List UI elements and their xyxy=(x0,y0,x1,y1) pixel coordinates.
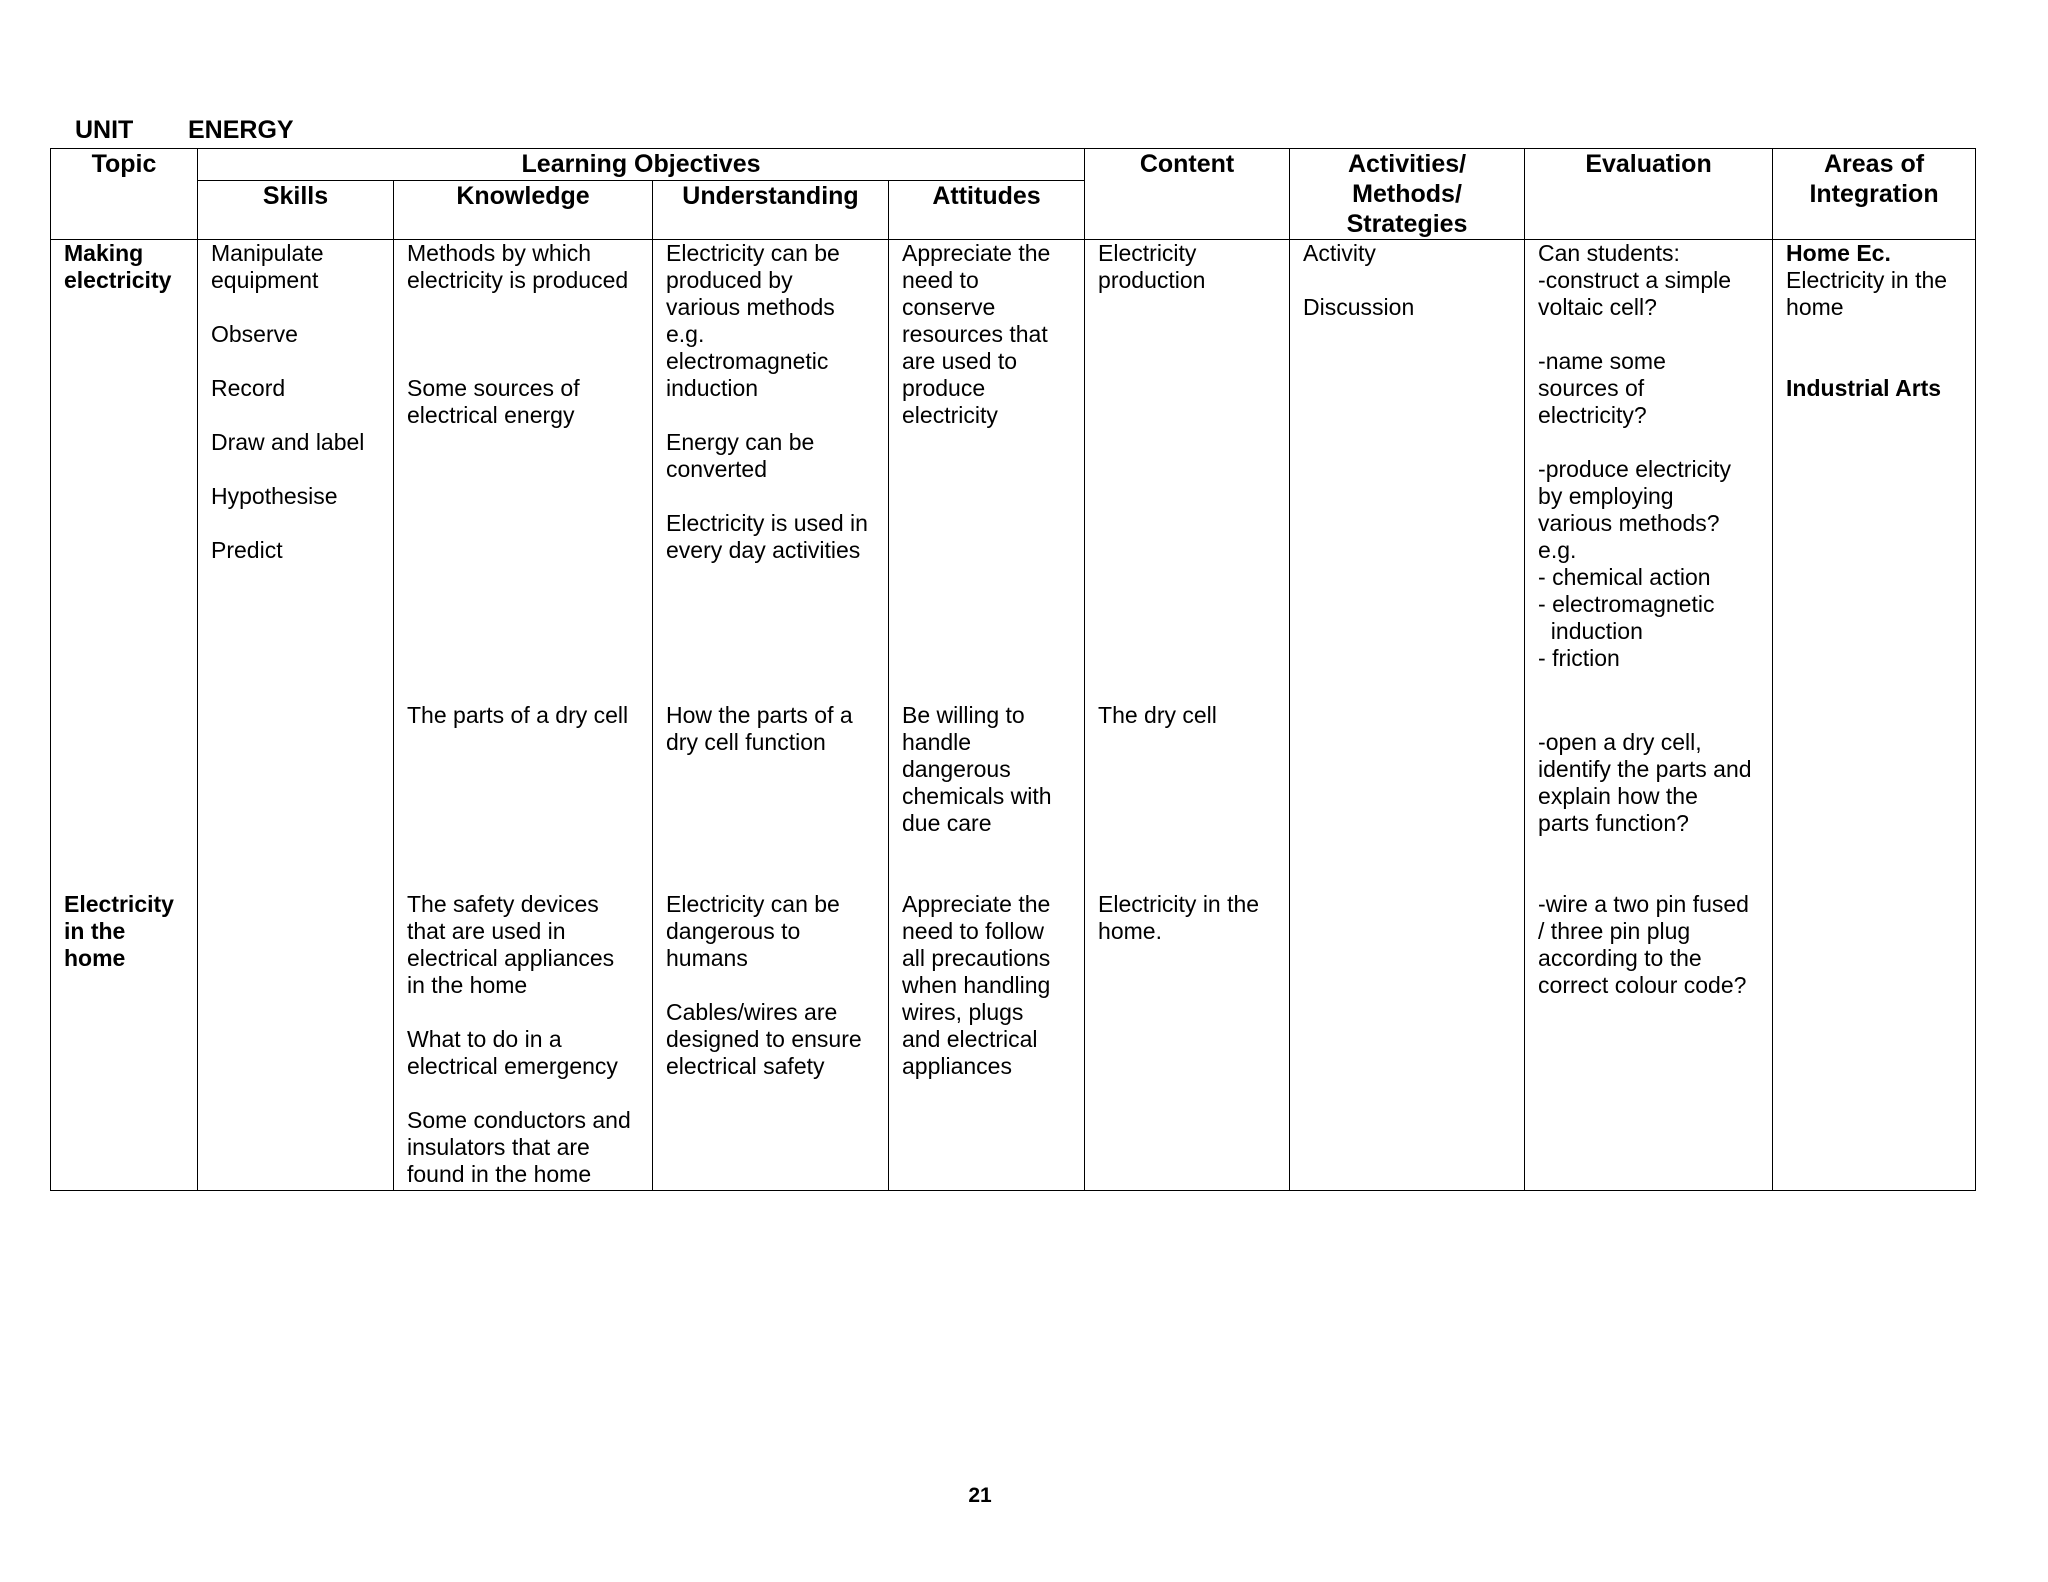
cell-line xyxy=(666,402,875,429)
cell-line: need to follow xyxy=(902,917,1044,944)
cell-evaluation xyxy=(1525,702,1773,891)
cell-line: Home Ec. xyxy=(1786,240,1891,266)
cell-line: wires, plugs xyxy=(902,998,1024,1025)
cell-line: need to xyxy=(902,267,979,293)
cell-line: induction xyxy=(666,375,759,401)
cell-line: dangerous xyxy=(902,755,1011,782)
unit-label: UNIT xyxy=(75,116,134,144)
cell-line: produce xyxy=(902,375,986,401)
cell-line xyxy=(407,294,639,321)
cell-line xyxy=(211,348,380,375)
cell-line: Electricity is used in xyxy=(666,510,868,536)
cell-line: that are used in xyxy=(407,917,566,944)
cell-line xyxy=(211,402,380,429)
cell-line: The parts of a dry cell xyxy=(407,701,629,728)
cell-line xyxy=(407,348,639,375)
cell-line: parts function? xyxy=(1538,809,1689,836)
cell-line: Appreciate the xyxy=(902,240,1051,266)
cell-line: dangerous to xyxy=(666,917,801,944)
cell-line: Appreciate the xyxy=(902,890,1051,917)
cell-knowledge xyxy=(394,702,653,891)
cell-line: Energy can be xyxy=(666,429,815,455)
cell-line: electricity xyxy=(902,402,998,428)
cell-line xyxy=(211,294,380,321)
cell-understanding xyxy=(653,702,889,891)
curriculum-table xyxy=(50,148,1976,1191)
cell-areas xyxy=(1773,240,1976,702)
cell-line: -construct a simple xyxy=(1538,267,1732,293)
cell-line: Cables/wires are xyxy=(666,998,838,1025)
cell-areas xyxy=(1773,891,1976,1191)
cell-content xyxy=(1085,891,1290,1191)
cell-line: found in the home xyxy=(407,1160,592,1187)
cell-line: Electricity xyxy=(64,890,174,917)
cell-line: appliances xyxy=(902,1052,1012,1079)
cell-line: Electricity xyxy=(1098,240,1197,266)
cell-line: Electricity in the xyxy=(1786,267,1948,293)
cell-line: Some conductors and xyxy=(407,1106,631,1133)
cell-line: Discussion xyxy=(1303,294,1415,320)
cell-evaluation xyxy=(1525,891,1773,1191)
header-areas-line: Integration xyxy=(1809,180,1939,208)
cell-line: resources that xyxy=(902,321,1048,347)
header-activities-line: Activities/ xyxy=(1347,150,1467,178)
cell-line: - chemical action xyxy=(1538,564,1711,590)
cell-line: Activity xyxy=(1303,240,1376,266)
cell-topic xyxy=(51,891,198,1191)
cell-topic xyxy=(51,240,198,702)
cell-line: designed to ensure xyxy=(666,1025,862,1052)
cell-line: in the home xyxy=(407,971,528,998)
cell-line: home xyxy=(64,944,126,971)
cell-line: chemicals with xyxy=(902,782,1052,809)
cell-line: insulators that are xyxy=(407,1133,590,1160)
cell-line xyxy=(666,483,875,510)
cell-line xyxy=(1786,321,1962,348)
cell-line: electrical emergency xyxy=(407,1052,618,1079)
cell-understanding xyxy=(653,240,889,702)
cell-line: humans xyxy=(666,944,748,971)
header-topic: Topic xyxy=(51,149,198,240)
cell-line: Making xyxy=(64,240,144,266)
cell-line xyxy=(407,999,639,1026)
cell-line: Electricity in the xyxy=(1098,890,1260,917)
cell-skills xyxy=(198,891,394,1191)
cell-line: -open a dry cell, xyxy=(1538,728,1702,755)
cell-line: every day activities xyxy=(666,537,861,563)
cell-knowledge xyxy=(394,891,653,1191)
cell-line: converted xyxy=(666,456,768,482)
cell-line: Observe xyxy=(211,321,298,347)
cell-line: electrical energy xyxy=(407,402,575,428)
cell-line: handle xyxy=(902,728,972,755)
cell-line: Hypothesise xyxy=(211,483,338,509)
cell-line: according to the xyxy=(1538,944,1702,971)
table-body xyxy=(51,240,1976,1191)
cell-line: Can students: xyxy=(1538,240,1680,266)
cell-attitudes xyxy=(889,891,1085,1191)
cell-line: e.g. xyxy=(1538,537,1577,563)
cell-attitudes xyxy=(889,702,1085,891)
cell-line: dry cell function xyxy=(666,728,826,755)
header-learning-objectives: Learning Objectives xyxy=(198,149,1085,181)
cell-line xyxy=(1538,321,1759,348)
cell-line: How the parts of a xyxy=(666,701,853,728)
cell-attitudes xyxy=(889,240,1085,702)
table-row xyxy=(51,702,1976,891)
header-skills: Skills xyxy=(198,180,394,239)
cell-line: various methods xyxy=(666,294,835,320)
cell-line: Electricity can be xyxy=(666,890,840,917)
cell-line: electrical safety xyxy=(666,1052,825,1079)
cell-line: produced by xyxy=(666,267,793,293)
cell-line: e.g. xyxy=(666,321,705,347)
cell-line: Record xyxy=(211,375,286,401)
cell-activities xyxy=(1290,240,1525,702)
cell-line: when handling xyxy=(902,971,1051,998)
unit-heading xyxy=(75,116,294,145)
header-activities-line: Methods/ xyxy=(1352,180,1462,208)
cell-skills xyxy=(198,702,394,891)
page-number: 21 xyxy=(968,1484,992,1507)
cell-line: The safety devices xyxy=(407,890,599,917)
cell-line: all precautions xyxy=(902,944,1051,971)
cell-line: What to do in a xyxy=(407,1025,562,1052)
cell-evaluation xyxy=(1525,240,1773,702)
cell-line: Draw and label xyxy=(211,429,365,455)
cell-line: Some sources of xyxy=(407,375,580,401)
cell-knowledge xyxy=(394,240,653,702)
cell-line: induction xyxy=(1538,618,1643,644)
header-understanding: Understanding xyxy=(653,180,889,239)
header-evaluation: Evaluation xyxy=(1525,149,1773,240)
cell-content xyxy=(1085,702,1290,891)
cell-line: equipment xyxy=(211,267,319,293)
cell-line xyxy=(666,972,875,999)
cell-line: Electricity can be xyxy=(666,240,840,266)
table-row xyxy=(51,240,1976,702)
cell-line: Industrial Arts xyxy=(1786,375,1942,401)
cell-line: are used to xyxy=(902,348,1018,374)
cell-line xyxy=(1786,348,1962,375)
cell-line: home xyxy=(1786,294,1844,320)
cell-line: electricity? xyxy=(1538,402,1647,428)
cell-line: -wire a two pin fused xyxy=(1538,890,1749,917)
cell-line: due care xyxy=(902,809,992,836)
unit-value: ENERGY xyxy=(188,116,294,144)
cell-line: electricity xyxy=(64,267,172,293)
cell-line: conserve xyxy=(902,294,996,320)
cell-line: Methods by which xyxy=(407,240,592,266)
cell-line: by employing xyxy=(1538,483,1674,509)
cell-line xyxy=(1303,267,1511,294)
cell-line xyxy=(407,321,639,348)
cell-line: -produce electricity xyxy=(1538,456,1732,482)
cell-line: The dry cell xyxy=(1098,701,1217,728)
cell-line: Be willing to xyxy=(902,701,1025,728)
cell-line: identify the parts and xyxy=(1538,755,1752,782)
header-activities xyxy=(1290,149,1525,240)
cell-line xyxy=(1538,702,1759,729)
cell-line: Manipulate xyxy=(211,240,324,266)
cell-line: electricity is produced xyxy=(407,267,629,293)
header-content: Content xyxy=(1085,149,1290,240)
cell-line: in the xyxy=(64,917,126,944)
cell-line: sources of xyxy=(1538,375,1645,401)
cell-line xyxy=(407,1080,639,1107)
cell-line: - electromagnetic xyxy=(1538,591,1715,617)
cell-skills xyxy=(198,240,394,702)
cell-areas xyxy=(1773,702,1976,891)
header-attitudes: Attitudes xyxy=(889,180,1085,239)
cell-line xyxy=(1538,429,1759,456)
cell-line: voltaic cell? xyxy=(1538,294,1657,320)
cell-content xyxy=(1085,240,1290,702)
cell-line: electromagnetic xyxy=(666,348,829,374)
cell-line: -name some xyxy=(1538,348,1666,374)
cell-activities xyxy=(1290,891,1525,1191)
table-row xyxy=(51,891,1976,1191)
cell-line: / three pin plug xyxy=(1538,917,1691,944)
header-knowledge: Knowledge xyxy=(394,180,653,239)
cell-line: and electrical xyxy=(902,1025,1038,1052)
header-areas xyxy=(1773,149,1976,240)
cell-line xyxy=(211,456,380,483)
cell-line: correct colour code? xyxy=(1538,971,1747,998)
cell-line: Predict xyxy=(211,537,283,563)
cell-line xyxy=(211,510,380,537)
cell-line: various methods? xyxy=(1538,510,1720,536)
cell-line: production xyxy=(1098,267,1206,293)
cell-line: - friction xyxy=(1538,645,1620,671)
header-areas-line: Areas of xyxy=(1824,150,1925,178)
header-activities-line: Strategies xyxy=(1346,210,1468,238)
cell-activities xyxy=(1290,702,1525,891)
cell-line: explain how the xyxy=(1538,782,1698,809)
cell-understanding xyxy=(653,891,889,1191)
cell-topic xyxy=(51,702,198,891)
cell-line: home. xyxy=(1098,917,1162,944)
cell-line: electrical appliances xyxy=(407,944,615,971)
